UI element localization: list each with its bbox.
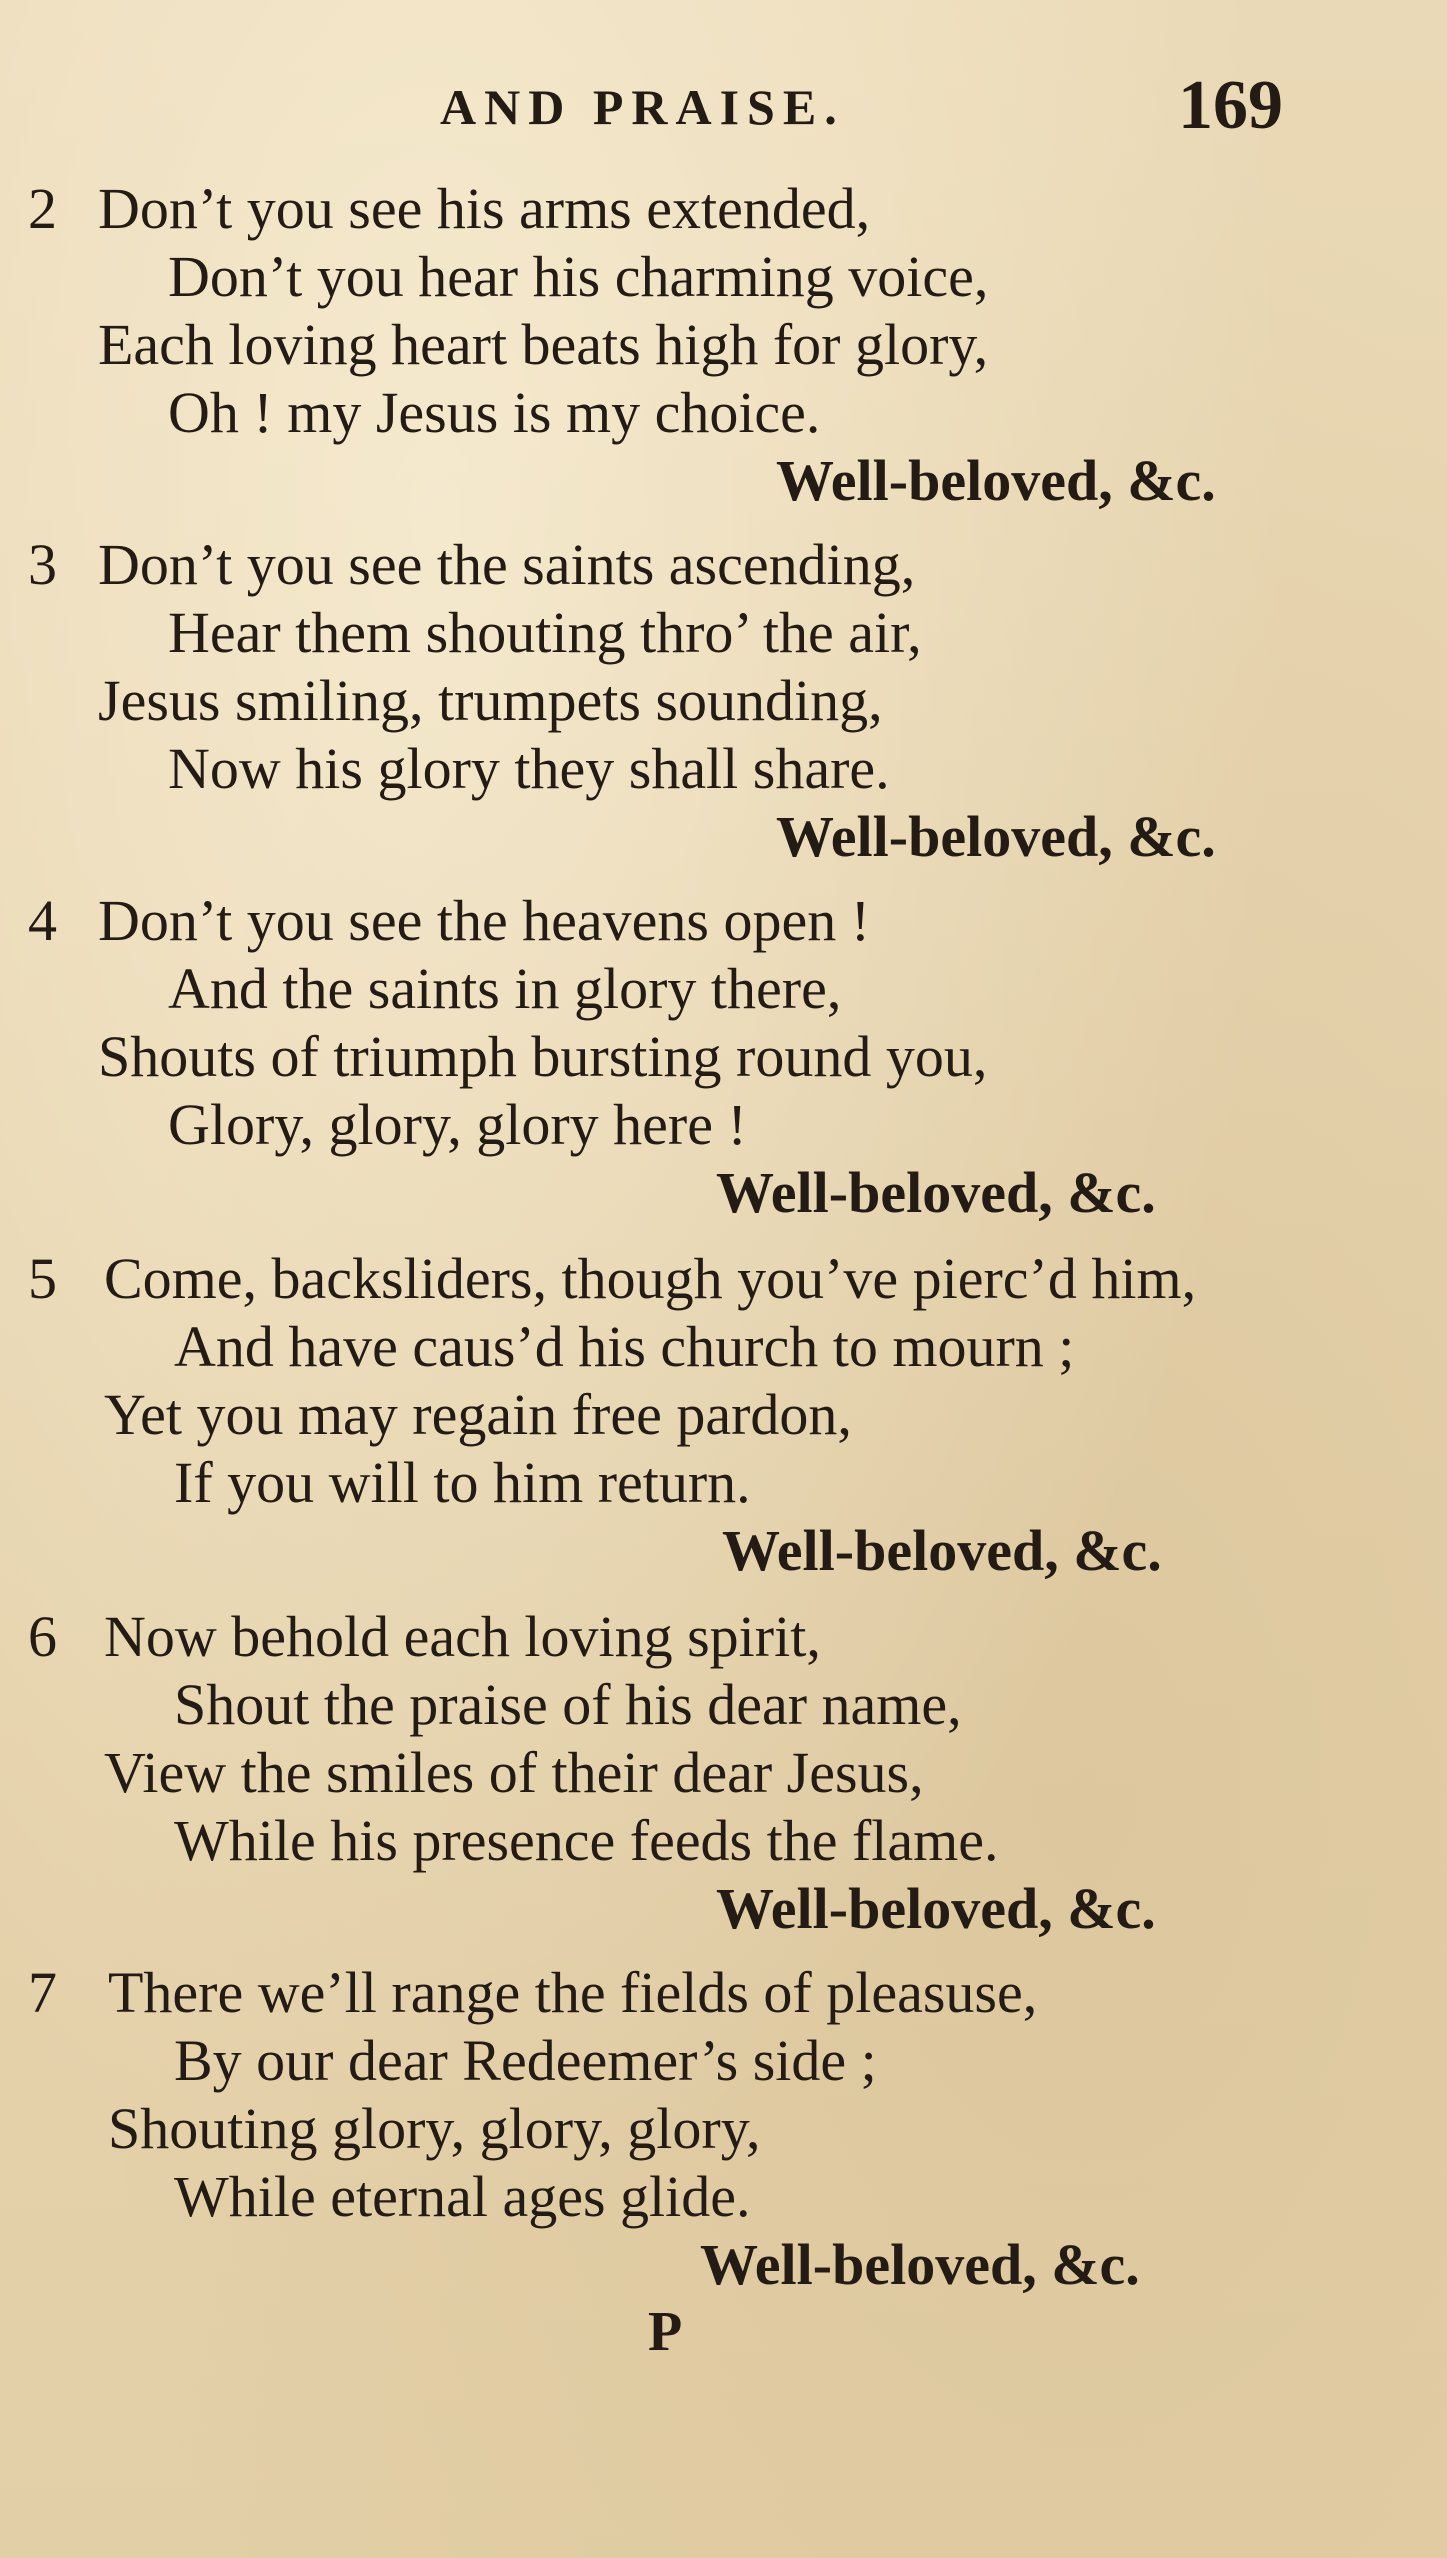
verse-number: 5 xyxy=(28,1246,57,1311)
verse-line: Oh ! my Jesus is my choice. xyxy=(168,380,821,445)
page-number: 169 xyxy=(1178,67,1283,144)
running-head: AND PRAISE. xyxy=(440,79,845,135)
verse-number: 7 xyxy=(28,1960,57,2025)
verse-line: Now behold each loving spirit, xyxy=(104,1604,821,1669)
signature-mark: P xyxy=(648,2301,683,2363)
verse-line: And the saints in glory there, xyxy=(168,956,842,1021)
chorus-refrain: Well-beloved, &c. xyxy=(776,804,1216,869)
verse-line: Shout the praise of his dear name, xyxy=(174,1672,962,1737)
verse-line: Don’t you hear his charming voice, xyxy=(168,244,989,309)
verse-line: Yet you may regain free pardon, xyxy=(104,1382,852,1447)
verse-number: 4 xyxy=(28,888,57,953)
verse-line: Don’t you see his arms extended, xyxy=(98,176,871,241)
verse-line: There we’ll range the fields of pleasuse, xyxy=(108,1960,1038,2025)
chorus-refrain: Well-beloved, &c. xyxy=(722,1518,1162,1583)
verse-line: If you will to him return. xyxy=(174,1450,751,1515)
verse-line: View the smiles of their dear Jesus, xyxy=(104,1740,924,1805)
verse-line: By our dear Redeemer’s side ; xyxy=(174,2028,877,2093)
verse-line: Glory, glory, glory here ! xyxy=(168,1092,747,1157)
verse-line: And have caus’d his church to mourn ; xyxy=(174,1314,1075,1379)
chorus-refrain: Well-beloved, &c. xyxy=(716,1160,1156,1225)
verse-line: Each loving heart beats high for glory, xyxy=(98,312,989,377)
verse-number: 2 xyxy=(28,176,57,241)
verse-line: While eternal ages glide. xyxy=(174,2164,751,2229)
chorus-refrain: Well-beloved, &c. xyxy=(716,1876,1156,1941)
verse-line: Jesus smiling, trumpets sounding, xyxy=(98,668,883,733)
verse-line: Don’t you see the heavens open ! xyxy=(98,888,871,953)
verse-number: 3 xyxy=(28,532,57,597)
chorus-refrain: Well-beloved, &c. xyxy=(700,2232,1140,2297)
verse-line: Now his glory they shall share. xyxy=(168,736,890,801)
chorus-refrain: Well-beloved, &c. xyxy=(776,448,1216,513)
verse-line: Shouts of triumph bursting round you, xyxy=(98,1024,988,1089)
verse-line: While his presence feeds the flame. xyxy=(174,1808,999,1873)
verse-line: Shouting glory, glory, glory, xyxy=(108,2096,761,2161)
verse-line: Hear them shouting thro’ the air, xyxy=(168,600,922,665)
verse-number: 6 xyxy=(28,1604,57,1669)
verse-line: Don’t you see the saints ascending, xyxy=(98,532,916,597)
verse-line: Come, backsliders, though you’ve pierc’d him, xyxy=(104,1246,1197,1311)
